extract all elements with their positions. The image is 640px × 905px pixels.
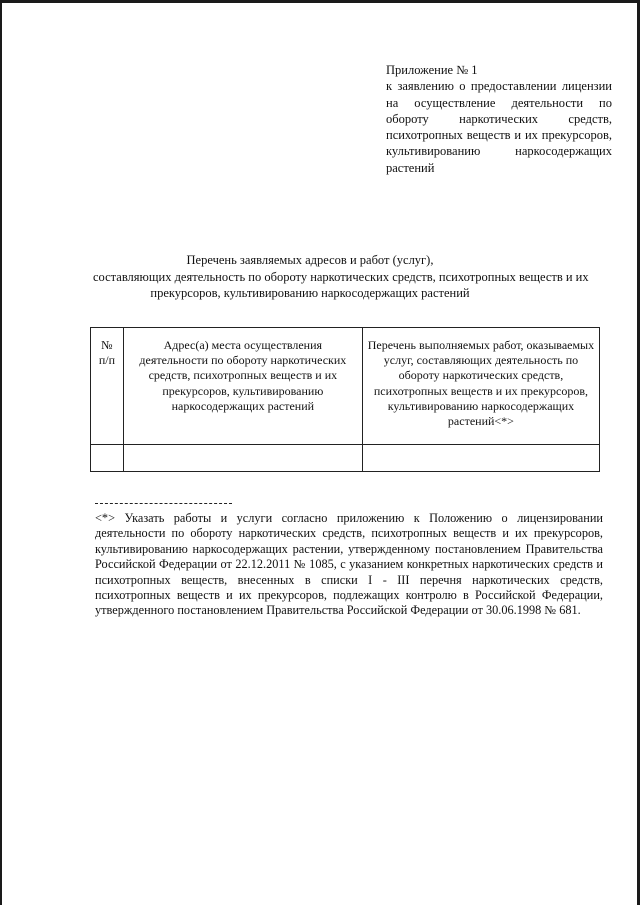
works-table — [90, 327, 600, 472]
footnote-text: <*> Указать работы и услуги согласно приложению к Положению о лицензировании деятельности по обороту наркотических средств, психотропных веществ и их прекурсоров, культивированию наркосодержащих растении, утвержденному постановлением Правительства Российской Федерации от 22.12.2011 № 1085, с указанием конкретных наркотических средств и психотропных веществ, внесенных в списки I - III перечня наркотических средств, психотропных веществ и их прекурсоров, подлежащих контролю в Российской Федерации, утвержденного постановлением Правительства Российской Федерации от 30.06.1998 № 681. — [95, 511, 603, 618]
appendix-body: к заявлению о предоставлении лицензии на осуществление деятельности по обороту наркотических средств, психотропных веществ и их прекурсоров, культивированию наркосодержащих растений — [386, 79, 612, 175]
document-title-line-1: Перечень заявляемых адресов и работ (услуг), — [186, 253, 434, 267]
document-title-line-2: составляющих деятельность по обороту наркотических средств, психотропных веществ и их — [93, 269, 589, 284]
document-title — [93, 252, 589, 302]
appendix-block — [386, 62, 612, 176]
header-address: Адрес(а) места осуществления деятельности по обороту наркотических средств, психотропных веществ и их прекурсоров, культивированию наркосодержащих растений — [123, 328, 362, 445]
table-header-row — [91, 328, 600, 445]
appendix-title: Приложение № 1 — [386, 63, 478, 77]
document-title-line-3: прекурсоров, культивированию наркосодержащих растений — [150, 286, 470, 300]
header-number: № п/п — [91, 328, 124, 445]
table-cell-address[interactable] — [123, 445, 362, 472]
header-works-list: Перечень выполняемых работ, оказываемых услуг, составляющих деятельность по обороту наркотических средств, психотропных веществ и их прекурсоров, культивированию наркосодержащих растений<*> — [362, 328, 599, 445]
table-cell-number[interactable] — [91, 445, 124, 472]
table-cell-works[interactable] — [362, 445, 599, 472]
table-row — [91, 445, 600, 472]
footnote-separator — [95, 503, 232, 504]
